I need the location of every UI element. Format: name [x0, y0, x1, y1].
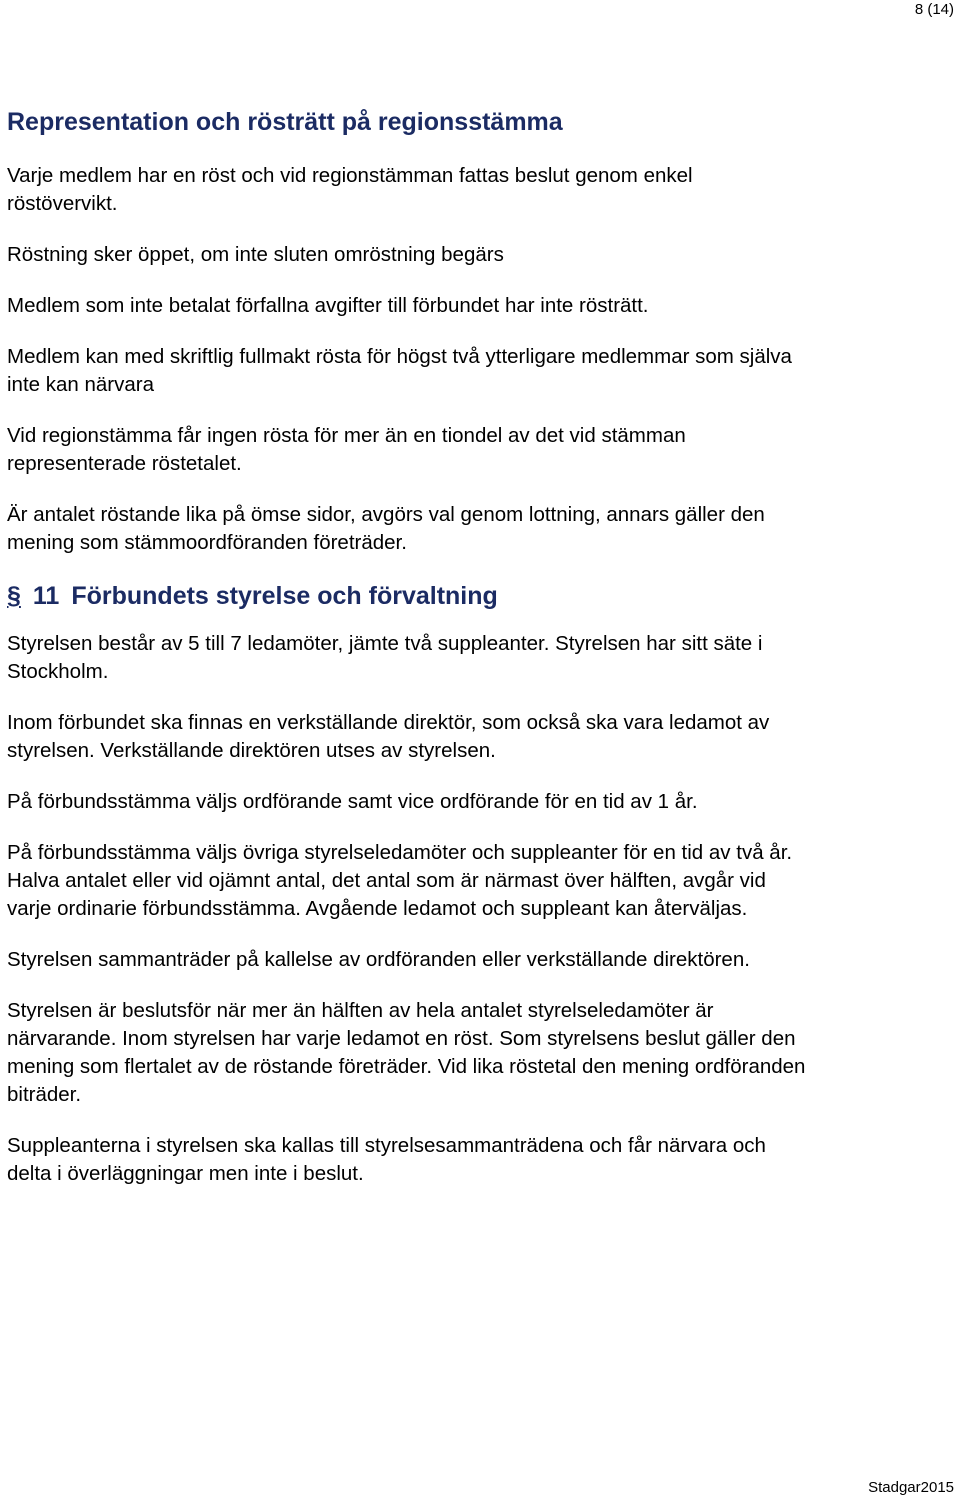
document-body	[7, 104, 907, 1211]
paragraph: Medlem kan med skriftlig fullmakt rösta för högst två ytterligare medlemmar som själva inte kan närvara	[7, 345, 792, 396]
paragraph: Styrelsen är beslutsför när mer än hälften av hela antalet styrelseledamöter är närvarande. Inom styrelsen har varje ledamot en röst. Som styrelsens beslut gäller den mening som flertalet av de röstande företräder. Vid lika röstetal den mening ordföranden biträder.	[7, 999, 806, 1106]
section-title: Förbundets styrelse och förvaltning	[71, 582, 498, 610]
section-heading-11	[7, 580, 907, 612]
paragraph: Styrelsen sammanträder på kallelse av ordföranden eller verkställande direktören.	[7, 948, 750, 971]
paragraph: Vid regionstämma får ingen rösta för mer än en tiondel av det vid stämman representerade röstetalet.	[7, 424, 686, 475]
paragraph: Varje medlem har en röst och vid regionstämman fattas beslut genom enkel röstövervikt.	[7, 164, 693, 215]
paragraph: Är antalet röstande lika på ömse sidor, avgörs val genom lottning, annars gäller den mening som stämmoordföranden företräder.	[7, 503, 765, 554]
paragraph: På förbundsstämma väljs ordförande samt vice ordförande för en tid av 1 år.	[7, 790, 698, 813]
paragraph: På förbundsstämma väljs övriga styrelseledamöter och suppleanter för en tid av två år. Halva antalet eller vid ojämnt antal, det antal som är närmast över hälften, avgår vid varje ordinarie förbundsstämma. Avgående ledamot och suppleant kan återväljas.	[7, 841, 793, 920]
paragraph: Inom förbundet ska finnas en verkställande direktör, som också ska vara ledamot av styrelsen. Verkställande direktören utses av styrelsen.	[7, 711, 770, 762]
paragraph: Röstning sker öppet, om inte sluten omröstning begärs	[7, 243, 504, 266]
section-number: 11	[32, 582, 60, 610]
page-number: 8 (14)	[914, 1, 954, 18]
section-heading-representation: Representation och rösträtt på regionsstämma	[7, 108, 563, 136]
paragraph: Suppleanterna i styrelsen ska kallas till styrelsesammanträdena och får närvara och delta i överläggningar men inte i beslut.	[7, 1134, 766, 1185]
paragraph: Styrelsen består av 5 till 7 ledamöter, jämte två suppleanter. Styrelsen har sitt säte i Stockholm.	[7, 632, 763, 683]
paragraph: Medlem som inte betalat förfallna avgifter till förbundet har inte rösträtt.	[7, 294, 649, 317]
page-footer: Stadgar2015	[868, 1479, 954, 1496]
section-symbol: §	[7, 582, 21, 610]
